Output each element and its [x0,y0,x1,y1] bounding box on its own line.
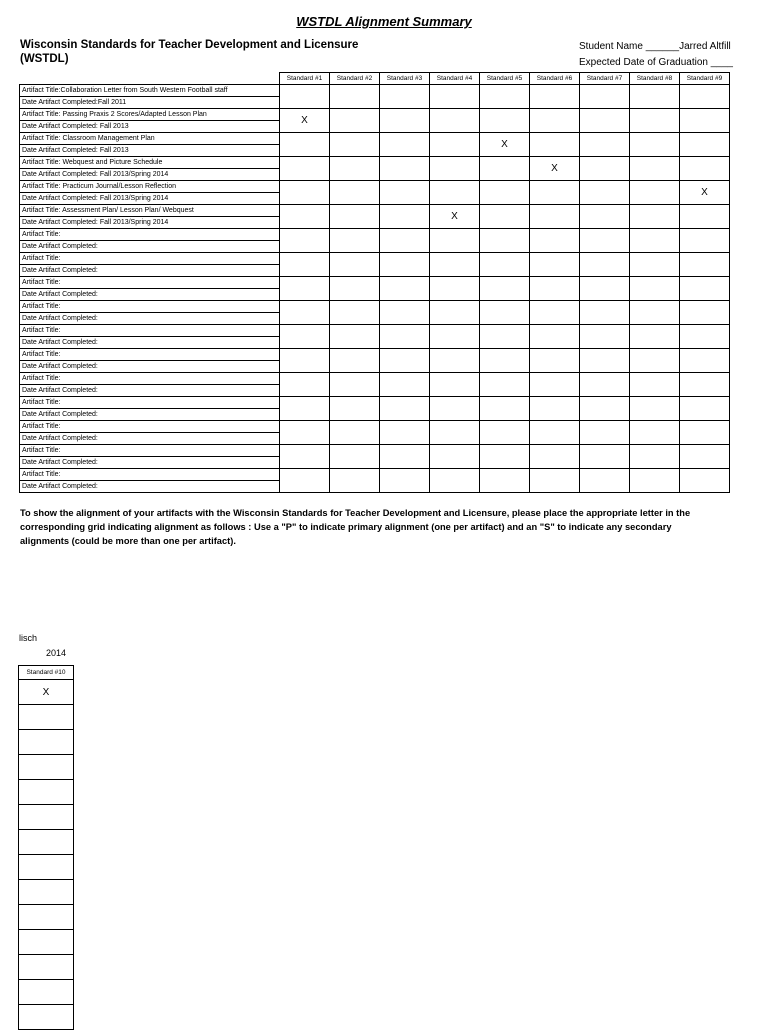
artifact-title[interactable]: Artifact Title: [20,469,280,481]
artifact-row [20,421,730,433]
alignment-cell[interactable] [330,181,380,205]
alignment-cell[interactable] [430,253,480,277]
artifact-title[interactable]: Artifact Title: Practicum Journal/Lesson Reflection [20,181,280,193]
alignment-cell[interactable] [530,229,580,253]
alignment-cell[interactable] [630,229,680,253]
alignment-grid [19,72,730,493]
alignment-cell[interactable] [630,325,680,349]
alignment-cell[interactable] [280,373,330,397]
overflow-fragment-name: lisch [19,633,38,643]
artifact-title[interactable]: Artifact Title: [20,349,280,361]
alignment-cell[interactable] [580,181,630,205]
standard10-cell[interactable] [19,1005,74,1030]
alignment-cell[interactable] [480,349,530,373]
artifact-title[interactable]: Artifact Title: Classroom Management Plan [20,133,280,145]
artifact-date[interactable]: Date Artifact Completed: Fall 2013/Spring 2014 [20,193,280,205]
artifact-title[interactable]: Artifact Title: [20,445,280,457]
alignment-cell[interactable] [330,133,380,157]
alignment-cell[interactable] [630,181,680,205]
standard10-grid [18,665,74,1030]
alignment-cell[interactable] [480,469,530,493]
alignment-cell[interactable] [330,205,380,229]
alignment-cell[interactable] [530,85,580,109]
alignment-cell[interactable] [380,373,430,397]
alignment-cell[interactable] [580,277,630,301]
alignment-cell[interactable] [330,253,380,277]
alignment-cell[interactable] [580,445,630,469]
artifact-column-header [20,73,280,85]
alignment-cell[interactable] [430,397,480,421]
artifact-row [20,253,730,265]
alignment-cell[interactable] [530,253,580,277]
alignment-cell[interactable] [380,205,430,229]
alignment-cell[interactable] [480,421,530,445]
alignment-cell[interactable] [530,325,580,349]
alignment-cell[interactable] [280,157,330,181]
artifact-date[interactable]: Date Artifact Completed: [20,289,280,301]
alignment-cell[interactable] [630,469,680,493]
standard10-cell[interactable] [19,955,74,980]
alignment-cell[interactable] [680,397,730,421]
alignment-cell[interactable]: X [430,205,480,229]
alignment-cell[interactable] [280,133,330,157]
alignment-cell[interactable] [280,301,330,325]
alignment-cell[interactable] [680,277,730,301]
alignment-cell[interactable] [630,421,680,445]
alignment-cell[interactable] [580,229,630,253]
artifact-date[interactable]: Date Artifact Completed: Fall 2013 [20,145,280,157]
alignment-cell[interactable] [280,181,330,205]
artifact-date[interactable]: Date Artifact Completed: Fall 2013/Spring 2014 [20,217,280,229]
alignment-cell[interactable] [680,421,730,445]
alignment-cell[interactable] [480,373,530,397]
artifact-title[interactable]: Artifact Title: [20,229,280,241]
alignment-cell[interactable] [580,205,630,229]
artifact-row [20,133,730,145]
alignment-cell[interactable] [530,301,580,325]
alignment-cell[interactable] [280,205,330,229]
alignment-cell[interactable] [680,253,730,277]
alignment-cell[interactable] [280,325,330,349]
alignment-cell[interactable] [680,325,730,349]
standards-heading-line2: (WSTDL) [20,53,69,65]
standard-header-3: Standard #3 [380,73,430,85]
alignment-cell[interactable] [430,85,480,109]
alignment-cell[interactable] [380,229,430,253]
alignment-cell[interactable] [480,301,530,325]
alignment-cell[interactable] [480,397,530,421]
alignment-cell[interactable] [530,445,580,469]
alignment-cell[interactable] [380,157,430,181]
alignment-cell[interactable] [580,397,630,421]
alignment-cell[interactable] [580,325,630,349]
alignment-cell[interactable] [580,133,630,157]
artifact-date[interactable]: Date Artifact Completed: [20,457,280,469]
artifact-date[interactable]: Date Artifact Completed: [20,409,280,421]
alignment-cell[interactable] [530,421,580,445]
alignment-cell[interactable] [530,109,580,133]
alignment-cell[interactable] [480,325,530,349]
alignment-cell[interactable] [380,85,430,109]
standard10-cell[interactable] [19,805,74,830]
alignment-cell[interactable] [530,277,580,301]
alignment-cell[interactable] [430,325,480,349]
alignment-cell[interactable] [480,205,530,229]
alignment-cell[interactable] [580,421,630,445]
artifact-date[interactable]: Date Artifact Completed: [20,313,280,325]
alignment-cell[interactable] [430,277,480,301]
alignment-cell[interactable] [630,277,680,301]
artifact-title[interactable]: Artifact Title: [20,253,280,265]
artifact-date[interactable]: Date Artifact Completed:Fall 2011 [20,97,280,109]
artifact-date[interactable]: Date Artifact Completed: [20,337,280,349]
student-name: Student Name ______Jarred Altfill [579,41,731,52]
standard-header-7: Standard #7 [580,73,630,85]
alignment-cell[interactable] [480,277,530,301]
standard10-cell[interactable] [19,830,74,855]
standard-header-5: Standard #5 [480,73,530,85]
alignment-cell[interactable]: X [280,109,330,133]
alignment-cell[interactable] [680,373,730,397]
standard-header-1: Standard #1 [280,73,330,85]
artifact-row [20,397,730,409]
alignment-cell[interactable] [280,277,330,301]
alignment-cell[interactable] [630,133,680,157]
alignment-cell[interactable] [280,469,330,493]
alignment-cell[interactable] [380,133,430,157]
alignment-cell[interactable] [430,133,480,157]
alignment-cell[interactable] [480,445,530,469]
alignment-cell[interactable] [480,253,530,277]
artifact-title[interactable]: Artifact Title: Passing Praxis 2 Scores/Adapted Lesson Plan [20,109,280,121]
alignment-cell[interactable] [430,109,480,133]
artifact-row [20,445,730,457]
alignment-cell[interactable] [630,373,680,397]
artifact-date[interactable]: Date Artifact Completed: [20,481,280,493]
standards-heading-line1: Wisconsin Standards for Teacher Development and Licensure [20,39,359,51]
alignment-cell[interactable] [280,253,330,277]
alignment-cell[interactable] [280,349,330,373]
page-title: WSTDL Alignment Summary [296,14,472,29]
alignment-cell[interactable] [330,469,380,493]
alignment-cell[interactable] [330,85,380,109]
standard10-cell[interactable] [19,755,74,780]
alignment-cell[interactable] [430,469,480,493]
alignment-cell[interactable] [530,181,580,205]
alignment-cell[interactable] [580,373,630,397]
standard10-cell[interactable] [19,855,74,880]
alignment-cell[interactable] [680,469,730,493]
alignment-cell[interactable] [680,133,730,157]
artifact-row [20,229,730,241]
alignment-cell[interactable] [680,301,730,325]
alignment-cell[interactable] [430,181,480,205]
artifact-title[interactable]: Artifact Title:Collaboration Letter from South Western Football staff [20,85,280,97]
alignment-cell[interactable] [530,469,580,493]
alignment-cell[interactable] [380,421,430,445]
alignment-cell[interactable] [680,85,730,109]
alignment-cell[interactable] [330,349,380,373]
artifact-date[interactable]: Date Artifact Completed: [20,433,280,445]
alignment-cell[interactable] [680,157,730,181]
alignment-cell[interactable] [380,349,430,373]
alignment-cell[interactable] [480,109,530,133]
alignment-cell[interactable] [330,421,380,445]
alignment-cell[interactable] [680,109,730,133]
graduation-date: Expected Date of Graduation ____ [579,57,733,68]
student-info [579,39,768,71]
standard10-cell[interactable] [19,880,74,905]
alignment-cell[interactable] [630,157,680,181]
artifact-title[interactable]: Artifact Title: [20,277,280,289]
grid-header-row [20,73,730,85]
artifact-date[interactable]: Date Artifact Completed: Fall 2013 [20,121,280,133]
alignment-cell[interactable] [280,397,330,421]
standard10-cell[interactable] [19,705,74,730]
artifact-row [20,85,730,97]
standard10-cell[interactable] [19,905,74,930]
alignment-cell[interactable] [280,229,330,253]
alignment-cell[interactable] [530,397,580,421]
alignment-cell[interactable] [330,325,380,349]
alignment-cell[interactable] [530,133,580,157]
artifact-row [20,373,730,385]
alignment-cell[interactable] [330,109,380,133]
artifact-date[interactable]: Date Artifact Completed: [20,385,280,397]
overflow-fragment-year: 2014 [46,648,67,658]
artifact-row [20,349,730,361]
standard10-cell[interactable] [19,780,74,805]
alignment-cell[interactable] [280,421,330,445]
artifact-title[interactable]: Artifact Title: [20,325,280,337]
instructions-text: To show the alignment of your artifacts with the Wisconsin Standards for Teacher Development and Licensure, please place the appropriate letter in the corresponding grid indicating alignment as follows : Use a "P" to indicate primary alignment (one per artifact) and an "S" to indicate any secondary alignments (could be more than one per artifact). [20,508,691,546]
alignment-cell[interactable] [630,349,680,373]
alignment-cell[interactable] [380,397,430,421]
alignment-cell[interactable] [580,349,630,373]
alignment-cell[interactable] [380,109,430,133]
alignment-cell[interactable]: X [530,157,580,181]
alignment-cell[interactable] [280,445,330,469]
alignment-cell[interactable] [330,397,380,421]
artifact-row [20,469,730,481]
alignment-cell[interactable] [680,445,730,469]
alignment-cell[interactable] [380,253,430,277]
alignment-cell[interactable] [330,157,380,181]
alignment-cell[interactable] [430,301,480,325]
standard10-header: Standard #10 [19,666,74,680]
standard-header-8: Standard #8 [630,73,680,85]
alignment-cell[interactable] [380,445,430,469]
artifact-date[interactable]: Date Artifact Completed: [20,241,280,253]
artifact-date[interactable]: Date Artifact Completed: [20,361,280,373]
standard-header-6: Standard #6 [530,73,580,85]
standard10-cell[interactable]: X [19,680,74,705]
alignment-cell[interactable] [430,421,480,445]
alignment-cell[interactable] [630,109,680,133]
artifact-title[interactable]: Artifact Title: [20,301,280,313]
artifact-row [20,181,730,193]
alignment-cell[interactable] [580,469,630,493]
alignment-cell[interactable] [380,469,430,493]
alignment-cell[interactable]: X [480,133,530,157]
alignment-cell[interactable] [480,181,530,205]
alignment-cell[interactable] [630,301,680,325]
artifact-title[interactable]: Artifact Title: [20,421,280,433]
alignment-cell[interactable] [380,301,430,325]
alignment-cell[interactable] [580,85,630,109]
standard-header-2: Standard #2 [330,73,380,85]
alignment-cell[interactable] [680,229,730,253]
alignment-cell[interactable] [430,229,480,253]
alignment-cell[interactable] [530,373,580,397]
artifact-title[interactable]: Artifact Title: [20,373,280,385]
alignment-cell[interactable] [380,277,430,301]
alignment-cell[interactable] [580,109,630,133]
alignment-cell[interactable] [630,253,680,277]
alignment-cell[interactable] [630,85,680,109]
alignment-cell[interactable] [580,157,630,181]
alignment-cell[interactable] [330,229,380,253]
alignment-cell[interactable] [580,253,630,277]
artifact-title[interactable]: Artifact Title: Webquest and Picture Schedule [20,157,280,169]
artifact-date[interactable]: Date Artifact Completed: Fall 2013/Spring 2014 [20,169,280,181]
artifact-row [20,325,730,337]
alignment-cell[interactable] [480,229,530,253]
alignment-cell[interactable] [480,157,530,181]
alignment-cell[interactable] [430,445,480,469]
alignment-cell[interactable] [330,445,380,469]
alignment-cell[interactable] [480,85,530,109]
standard10-cell[interactable] [19,930,74,955]
artifact-title[interactable]: Artifact Title: Assessment Plan/ Lesson Plan/ Webquest [20,205,280,217]
standard10-cell[interactable] [19,980,74,1005]
alignment-cell[interactable] [330,373,380,397]
alignment-cell[interactable] [430,373,480,397]
alignment-cell[interactable] [380,181,430,205]
alignment-cell[interactable] [630,397,680,421]
artifact-row [20,109,730,121]
standard10-cell[interactable] [19,730,74,755]
artifact-row [20,205,730,217]
alignment-cell[interactable] [380,325,430,349]
alignment-cell[interactable] [280,85,330,109]
alignment-cell[interactable] [330,301,380,325]
alignment-cell[interactable] [430,349,480,373]
alignment-cell[interactable] [530,349,580,373]
alignment-cell[interactable] [630,445,680,469]
artifact-row [20,301,730,313]
standard-header-9: Standard #9 [680,73,730,85]
artifact-title[interactable]: Artifact Title: [20,397,280,409]
standards-heading [20,38,450,66]
alignment-cell[interactable] [680,349,730,373]
alignment-cell[interactable] [630,205,680,229]
alignment-cell[interactable] [430,157,480,181]
alignment-cell[interactable] [330,277,380,301]
alignment-cell[interactable] [580,301,630,325]
artifact-date[interactable]: Date Artifact Completed: [20,265,280,277]
artifact-row [20,277,730,289]
alignment-cell[interactable] [530,205,580,229]
artifact-row [20,157,730,169]
alignment-cell[interactable] [680,205,730,229]
standard-header-4: Standard #4 [430,73,480,85]
alignment-cell[interactable]: X [680,181,730,205]
